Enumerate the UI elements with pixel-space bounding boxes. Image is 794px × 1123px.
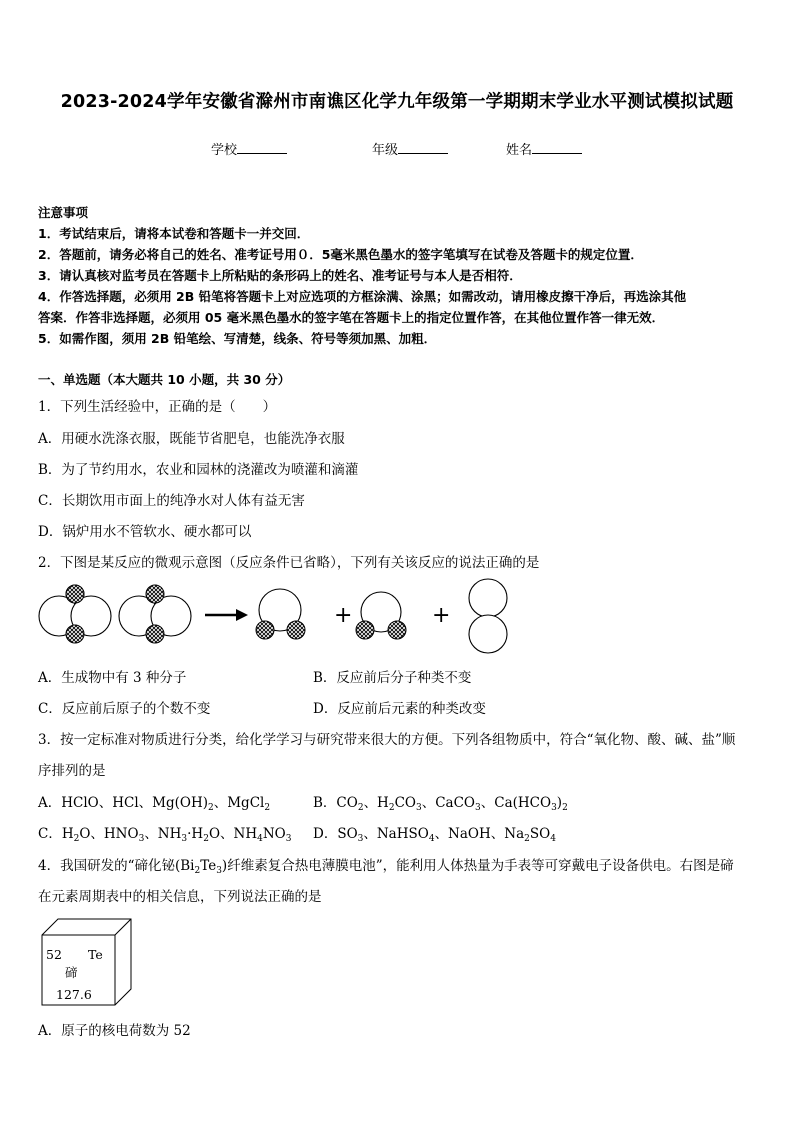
notes-heading: 注意事项 xyxy=(38,205,89,220)
name-label: 姓名 xyxy=(506,143,533,158)
question-2-stem: 2．下图是某反应的微观示意图（反应条件已省略），下列有关该反应的说法正确的是 xyxy=(38,555,540,571)
question-4-stem-line2: 在元素周期表中的相关信息，下列说法正确的是 xyxy=(38,889,322,905)
reactant-molecule-1 xyxy=(39,585,111,643)
grade-label: 年级 xyxy=(372,143,399,158)
atomic-number: 52 xyxy=(46,947,62,962)
product-molecule-3 xyxy=(469,579,507,653)
note-item: 答案．作答非选择题，必须用 05 毫米黑色墨水的签字笔在答题卡上的指定位置作答，在其他位置作答一律无效． xyxy=(38,310,665,325)
note-item: 5．如需作图，须用 2B 铅笔绘、写清楚，线条、符号等须加黑、加粗． xyxy=(38,331,437,346)
atomic-mass: 127.6 xyxy=(56,987,92,1002)
note-item: 4．作答选择题，必须用 2B 铅笔将答题卡上对应选项的方框涂满、涂黑；如需改动，请用橡皮擦干净后，再选涂其他 xyxy=(38,289,687,304)
grade-field xyxy=(372,139,448,158)
school-label: 学校 xyxy=(211,143,238,158)
school-blank[interactable] xyxy=(237,141,287,154)
name-field xyxy=(506,139,582,158)
q4-option-a: A．原子的核电荷数为 52 xyxy=(38,1023,191,1039)
note-item: 1．考试结束后，请将本试卷和答题卡一并交回． xyxy=(38,226,310,241)
question-4-stem-line1: 4．我国研发的“碲化铋$(Bi_2Te_3)$纤维素复合热电薄膜电池”，能利用人体热量为手表等可穿戴电子设备供电。右图是碲 xyxy=(38,858,734,876)
plus-sign: + xyxy=(334,603,353,628)
question-1-stem: 1．下列生活经验中，正确的是（ ） xyxy=(38,399,277,415)
section-heading: 一、单选题（本大题共 10 小题，共 30 分） xyxy=(38,372,291,387)
element-symbol: Te xyxy=(88,947,103,962)
product-molecule-2 xyxy=(356,592,406,639)
element-tile xyxy=(36,917,136,1017)
q2-option-c: C．反应前后原子的个数不变 xyxy=(38,701,211,717)
q3-option-a: A．HClO、HCl、$Mg(OH)_2$、MgCl$_2$ xyxy=(38,795,271,813)
q3-option-b: B．$CO_2$、$H_2CO_3$、CaCO$_3$、$Ca(HCO_3)_2$ xyxy=(313,795,568,813)
note-item: 3．请认真核对监考员在答题卡上所粘贴的条形码上的姓名、准考证号与本人是否相符． xyxy=(38,268,522,283)
name-blank[interactable] xyxy=(532,141,582,154)
reaction-arrow xyxy=(205,609,248,621)
q2-option-b: B．反应前后分子种类不变 xyxy=(313,670,472,686)
question-3-stem-line1: 3．按一定标准对物质进行分类，给化学学习与研究带来很大的方便。下列各组物质中，符合“氧化物、酸、碱、盐”顺 xyxy=(38,732,736,748)
school-field xyxy=(211,139,287,158)
q3-option-d: D．$SO_3$、NaHSO$_4$、NaOH、$Na_2SO_4$ xyxy=(313,826,556,844)
question-3-stem-line2: 序排列的是 xyxy=(38,763,106,779)
q1-option-c: C．长期饮用市面上的纯净水对人体有益无害 xyxy=(38,493,305,509)
q1-option-d: D．锅炉用水不管软水、硬水都可以 xyxy=(38,524,252,540)
q1-option-a: A．用硬水洗涤衣服，既能节省肥皂，也能洗净衣服 xyxy=(38,431,345,447)
q2-option-a: A．生成物中有 3 种分子 xyxy=(38,670,187,686)
reaction-diagram xyxy=(0,578,794,658)
note-item: 2．答题前，请务必将自己的姓名、准考证号用０．5毫米黑色墨水的签字笔填写在试卷及答题卡的规定位置． xyxy=(38,247,643,262)
element-name: 碲 xyxy=(65,965,78,980)
q2-option-d: D．反应前后元素的种类改变 xyxy=(313,701,486,717)
product-molecule-1 xyxy=(256,589,305,639)
reactant-molecule-2 xyxy=(119,585,191,643)
q3-option-c: C．$H_2O$、$HNO_3$、$NH_3\cdot H_2O$、$NH_4NO_3$ xyxy=(38,826,292,844)
grade-blank[interactable] xyxy=(398,141,448,154)
plus-sign: + xyxy=(432,603,451,628)
q1-option-b: B．为了节约用水，农业和园林的浇灌改为喷灌和滴灌 xyxy=(38,462,359,478)
page-title: 2023-2024学年安徽省滁州市南谯区化学九年级第一学期期末学业水平测试模拟试题 xyxy=(60,92,734,112)
